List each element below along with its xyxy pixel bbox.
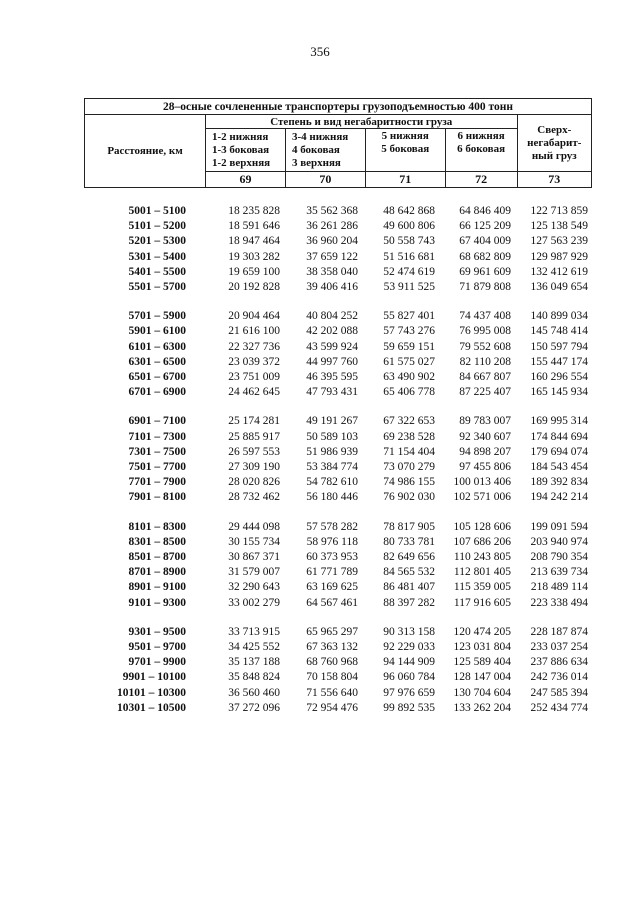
value-cell-col-71: 53 911 525: [383, 281, 435, 293]
table-row: [0, 702, 640, 717]
distance-cell: 7501 – 7700: [128, 461, 186, 473]
value-cell-col-71: 48 642 868: [383, 205, 435, 217]
value-cell-col-73: 203 940 974: [530, 535, 588, 548]
column-number-72: 72: [445, 172, 517, 188]
distance-cell: 5001 – 5100: [128, 205, 186, 217]
column-number-73: 73: [517, 172, 591, 188]
value-cell-col-71: 94 144 909: [383, 656, 435, 669]
value-cell-col-72: 120 474 205: [453, 625, 511, 638]
table-row: [0, 521, 640, 536]
value-cell-col-71: 82 649 656: [383, 551, 435, 563]
distance-cell: 9301 – 9500: [128, 625, 186, 638]
value-cell-col-69: 19 303 282: [228, 250, 280, 263]
value-cell-col-73: 242 736 014: [530, 671, 588, 684]
table-row: [0, 671, 640, 686]
value-cell-col-69: 25 885 917: [228, 430, 280, 443]
table-row: [0, 310, 640, 325]
value-cell-col-69: 24 462 645: [228, 386, 280, 399]
table-row: [0, 205, 640, 220]
distance-cell: 7301 – 7500: [128, 445, 186, 458]
distance-cell: 5201 – 5300: [128, 235, 186, 248]
value-cell-col-69: 22 327 736: [228, 340, 280, 353]
value-cell-col-69: 37 272 096: [228, 701, 280, 714]
value-cell-col-73: 125 138 549: [530, 220, 588, 233]
value-cell-col-71: 97 976 659: [383, 686, 435, 699]
value-cell-col-73: 132 412 619: [530, 265, 588, 278]
value-cell-col-70: 39 406 416: [306, 281, 358, 293]
column-header-line: негабарит-: [527, 136, 582, 149]
distance-cell: 5301 – 5400: [128, 250, 186, 263]
value-cell-col-70: 51 986 939: [306, 445, 358, 458]
table-row: [0, 536, 640, 551]
column-header-line: 1-2 верхняя: [212, 156, 271, 169]
value-cell-col-73: 145 748 414: [530, 325, 588, 338]
value-cell-col-73: 184 543 454: [530, 461, 588, 473]
value-cell-col-69: 26 597 553: [228, 445, 280, 458]
value-cell-col-71: 96 060 784: [383, 671, 435, 684]
value-cell-col-69: 28 020 826: [228, 476, 280, 489]
column-header-line: 1-2 нижняя: [212, 130, 269, 143]
distance-cell: 8501 – 8700: [128, 551, 186, 563]
value-cell-col-72: 69 961 609: [459, 265, 511, 278]
value-cell-col-70: 71 556 640: [306, 686, 358, 699]
table-row: [0, 325, 640, 340]
value-cell-col-73: 223 338 494: [530, 596, 588, 609]
value-cell-col-71: 80 733 781: [383, 535, 435, 548]
value-cell-col-69: 36 560 460: [228, 686, 280, 699]
value-cell-col-70: 61 771 789: [306, 566, 358, 579]
value-cell-col-73: 155 447 174: [530, 355, 588, 368]
column-header-line: 5 нижняя: [381, 130, 429, 142]
value-cell-col-72: 105 128 606: [453, 520, 511, 533]
value-cell-col-69: 32 290 643: [228, 581, 280, 594]
value-cell-col-72: 67 404 009: [459, 235, 511, 248]
value-cell-col-72: 117 916 605: [453, 596, 511, 609]
distance-cell: 7901 – 8100: [128, 491, 186, 504]
table-header: [84, 98, 592, 188]
value-cell-col-72: 115 359 005: [453, 581, 511, 594]
distance-cell: 10301 – 10500: [117, 701, 186, 714]
value-cell-col-72: 100 013 406: [453, 476, 511, 489]
value-cell-col-70: 50 589 103: [306, 430, 358, 443]
value-cell-col-69: 25 174 281: [228, 415, 280, 428]
value-cell-col-72: 94 898 207: [459, 445, 511, 458]
value-cell-col-73: 199 091 594: [530, 520, 588, 533]
value-cell-col-73: 208 790 354: [530, 551, 588, 563]
table-row: [0, 476, 640, 491]
value-cell-col-72: 84 667 807: [459, 371, 511, 383]
value-cell-col-73: 122 713 859: [530, 205, 588, 217]
distance-cell: 5701 – 5900: [128, 310, 186, 323]
value-cell-col-72: 107 686 206: [453, 535, 511, 548]
column-header-line: 4 боковая: [291, 143, 340, 156]
value-cell-col-70: 35 562 368: [306, 205, 358, 217]
value-cell-col-72: 79 552 608: [459, 340, 511, 353]
value-cell-col-69: 30 867 371: [228, 551, 280, 563]
distance-cell: 10101 – 10300: [117, 686, 186, 699]
distance-cell: 8901 – 9100: [128, 581, 186, 594]
column-header-71: [365, 129, 445, 172]
column-header-line: 5 боковая: [381, 143, 430, 155]
value-cell-col-73: 136 049 654: [530, 281, 588, 293]
value-cell-col-71: 73 070 279: [383, 461, 435, 473]
value-cell-col-71: 50 558 743: [383, 235, 435, 248]
table-row: [0, 461, 640, 476]
table-row: [0, 341, 640, 356]
value-cell-col-69: 21 616 100: [228, 325, 280, 338]
table-row: [0, 266, 640, 281]
column-header-line: ный груз: [531, 149, 577, 162]
value-cell-col-70: 53 384 774: [306, 461, 358, 473]
value-cell-col-70: 49 191 267: [306, 415, 358, 428]
value-cell-col-71: 69 238 528: [383, 430, 435, 443]
table-row: [0, 281, 640, 296]
value-cell-col-69: 20 192 828: [228, 281, 280, 293]
value-cell-col-70: 72 954 476: [306, 701, 358, 714]
value-cell-col-72: 130 704 604: [453, 686, 511, 699]
distance-cell: 5101 – 5200: [128, 220, 186, 233]
value-cell-col-73: 169 995 314: [530, 415, 588, 428]
value-cell-col-70: 64 567 461: [306, 596, 358, 609]
table-row: [0, 415, 640, 430]
value-cell-col-70: 47 793 431: [306, 386, 358, 399]
table-row: [0, 386, 640, 401]
value-cell-col-69: 35 137 188: [228, 656, 280, 669]
value-cell-col-69: 19 659 100: [228, 265, 280, 278]
value-cell-col-69: 31 579 007: [228, 566, 280, 579]
value-cell-col-70: 57 578 282: [306, 520, 358, 533]
value-cell-col-72: 102 571 006: [453, 491, 511, 504]
value-cell-col-72: 123 031 804: [453, 641, 511, 653]
table-row: [0, 656, 640, 671]
distance-cell: 6901 – 7100: [128, 415, 186, 428]
value-cell-col-72: 125 589 404: [453, 656, 511, 669]
value-cell-col-72: 87 225 407: [459, 386, 511, 399]
value-cell-col-71: 67 322 653: [383, 415, 435, 428]
value-cell-col-73: 237 886 634: [530, 656, 588, 669]
value-cell-col-72: 112 801 405: [453, 566, 511, 579]
column-header-73: [517, 115, 591, 172]
value-cell-col-70: 43 599 924: [306, 340, 358, 353]
table-row: [0, 431, 640, 446]
table-row: [0, 235, 640, 250]
value-cell-col-72: 97 455 806: [459, 461, 511, 473]
value-cell-col-71: 59 659 151: [383, 340, 435, 353]
value-cell-col-69: 23 039 372: [228, 355, 280, 368]
value-cell-col-70: 38 358 040: [306, 265, 358, 278]
table-row: [0, 251, 640, 266]
value-cell-col-71: 51 516 681: [383, 250, 435, 263]
value-cell-col-71: 65 406 778: [383, 386, 435, 399]
distance-cell: 9701 – 9900: [128, 656, 186, 669]
value-cell-col-69: 29 444 098: [228, 520, 280, 533]
value-cell-col-69: 28 732 462: [228, 491, 280, 504]
value-cell-col-72: 64 846 409: [459, 205, 511, 217]
column-header-69: [206, 129, 286, 172]
value-cell-col-69: 18 235 828: [228, 205, 280, 217]
value-cell-col-69: 33 713 915: [228, 625, 280, 638]
value-cell-col-69: 34 425 552: [228, 641, 280, 653]
value-cell-col-71: 88 397 282: [383, 596, 435, 609]
distance-cell: 6701 – 6900: [128, 386, 186, 399]
value-cell-col-71: 99 892 535: [383, 701, 435, 714]
distance-cell: 6301 – 6500: [128, 355, 186, 368]
distance-cell: 6101 – 6300: [128, 340, 186, 353]
value-cell-col-69: 18 591 646: [228, 220, 280, 233]
distance-cell: 8301 – 8500: [128, 535, 186, 548]
value-cell-col-70: 36 261 286: [306, 220, 358, 233]
table-title: 28–осные сочлененные транспортеры грузоподъемностью 400 тонн: [85, 99, 592, 115]
value-cell-col-72: 66 125 209: [459, 220, 511, 233]
value-cell-col-70: 42 202 088: [306, 325, 358, 338]
table-row: [0, 626, 640, 641]
value-cell-col-70: 46 395 595: [306, 371, 358, 383]
value-cell-col-69: 20 904 464: [228, 310, 280, 323]
value-cell-col-70: 56 180 446: [306, 491, 358, 504]
column-header-line: 3-4 нижняя: [291, 130, 349, 143]
value-cell-col-71: 55 827 401: [383, 310, 435, 323]
distance-cell: 5501 – 5700: [128, 281, 186, 293]
distance-cell: 9101 – 9300: [128, 596, 186, 609]
value-cell-col-70: 36 960 204: [306, 235, 358, 248]
value-cell-col-72: 74 437 408: [459, 310, 511, 323]
column-header-line: 1-3 боковая: [212, 143, 270, 156]
value-cell-col-71: 61 575 027: [383, 355, 435, 368]
value-cell-col-73: 233 037 254: [530, 641, 588, 653]
value-cell-col-70: 65 965 297: [306, 625, 358, 638]
value-cell-col-71: 76 902 030: [383, 491, 435, 504]
value-cell-col-70: 68 760 968: [306, 656, 358, 669]
value-cell-col-71: 74 986 155: [383, 476, 435, 489]
value-cell-col-71: 90 313 158: [383, 625, 435, 638]
value-cell-col-71: 57 743 276: [383, 325, 435, 338]
value-cell-col-73: 160 296 554: [530, 371, 588, 383]
table-row: [0, 446, 640, 461]
distance-cell: 7701 – 7900: [128, 476, 186, 489]
distance-cell: 9901 – 10100: [122, 671, 186, 684]
value-cell-col-72: 71 879 808: [459, 281, 511, 293]
table-row: [0, 687, 640, 702]
distance-cell: 8101 – 8300: [128, 520, 186, 533]
table-row: [0, 581, 640, 596]
distance-cell: 7101 – 7300: [128, 430, 186, 443]
table-row: [0, 566, 640, 581]
distance-cell: 9501 – 9700: [128, 641, 186, 653]
column-header-line: Сверх-: [537, 123, 572, 136]
column-number-71: 71: [365, 172, 445, 188]
value-cell-col-69: 33 002 279: [228, 596, 280, 609]
value-cell-col-73: 252 434 774: [530, 701, 588, 714]
column-header-70: [285, 129, 365, 172]
value-cell-col-73: 140 899 034: [530, 310, 588, 323]
value-cell-col-73: 165 145 934: [530, 386, 588, 399]
distance-cell: 6501 – 6700: [128, 371, 186, 383]
column-header-72: [445, 129, 517, 172]
value-cell-col-72: 89 783 007: [459, 415, 511, 428]
value-cell-col-70: 63 169 625: [306, 581, 358, 594]
value-cell-col-71: 86 481 407: [383, 581, 435, 594]
column-header-line: 3 верхняя: [291, 156, 341, 169]
value-cell-col-70: 60 373 953: [306, 551, 358, 563]
value-cell-col-73: 189 392 834: [530, 476, 588, 489]
value-cell-col-71: 71 154 404: [383, 445, 435, 458]
table-row: [0, 551, 640, 566]
table-row: [0, 641, 640, 656]
value-cell-col-69: 27 309 190: [228, 461, 280, 473]
group-header: Степень и вид негабаритности груза: [206, 115, 518, 129]
value-cell-col-73: 247 585 394: [530, 686, 588, 699]
value-cell-col-71: 92 229 033: [383, 641, 435, 653]
value-cell-col-71: 84 565 532: [383, 566, 435, 579]
column-header-line: 6 боковая: [457, 143, 506, 155]
value-cell-col-72: 82 110 208: [459, 355, 511, 368]
page-number: 356: [310, 44, 330, 59]
value-cell-col-73: 213 639 734: [530, 566, 588, 579]
value-cell-col-72: 76 995 008: [459, 325, 511, 338]
value-cell-col-71: 49 600 806: [383, 220, 435, 233]
value-cell-col-70: 40 804 252: [306, 310, 358, 323]
table-row: [0, 220, 640, 235]
value-cell-col-71: 78 817 905: [383, 520, 435, 533]
value-cell-col-70: 44 997 760: [306, 355, 358, 368]
table-row: [0, 356, 640, 371]
value-cell-col-70: 37 659 122: [306, 250, 358, 263]
value-cell-col-72: 68 682 809: [459, 250, 511, 263]
table-row: [0, 597, 640, 612]
value-cell-col-73: 127 563 239: [530, 235, 588, 248]
column-number-70: 70: [285, 172, 365, 188]
table-row: [0, 371, 640, 386]
value-cell-col-73: 179 694 074: [530, 445, 588, 458]
column-number-69: 69: [206, 172, 286, 188]
value-cell-col-70: 67 363 132: [306, 641, 358, 653]
value-cell-col-73: 218 489 114: [530, 581, 588, 594]
value-cell-col-72: 110 243 805: [453, 551, 511, 563]
value-cell-col-73: 228 187 874: [530, 625, 588, 638]
value-cell-col-69: 23 751 009: [228, 371, 280, 383]
value-cell-col-70: 58 976 118: [306, 535, 358, 548]
value-cell-col-71: 63 490 902: [383, 371, 435, 383]
table-row: [0, 491, 640, 506]
distance-cell: 8701 – 8900: [128, 566, 186, 579]
distance-cell: 5401 – 5500: [128, 265, 186, 278]
value-cell-col-70: 54 782 610: [306, 476, 358, 489]
value-cell-col-73: 174 844 694: [530, 430, 588, 443]
value-cell-col-69: 35 848 824: [228, 671, 280, 684]
value-cell-col-72: 133 262 204: [453, 701, 511, 714]
value-cell-col-72: 128 147 004: [453, 671, 511, 684]
value-cell-col-71: 52 474 619: [383, 265, 435, 278]
value-cell-col-70: 70 158 804: [306, 671, 358, 684]
value-cell-col-73: 150 597 794: [530, 340, 588, 353]
value-cell-col-72: 92 340 607: [459, 430, 511, 443]
value-cell-col-69: 18 947 464: [228, 235, 280, 248]
distance-column-header: Расстояние, км: [85, 115, 206, 188]
distance-cell: 5901 – 6100: [128, 325, 186, 338]
value-cell-col-73: 129 987 929: [530, 250, 588, 263]
value-cell-col-73: 194 242 214: [530, 491, 588, 504]
value-cell-col-69: 30 155 734: [228, 535, 280, 548]
column-header-line: 6 нижняя: [457, 130, 505, 142]
